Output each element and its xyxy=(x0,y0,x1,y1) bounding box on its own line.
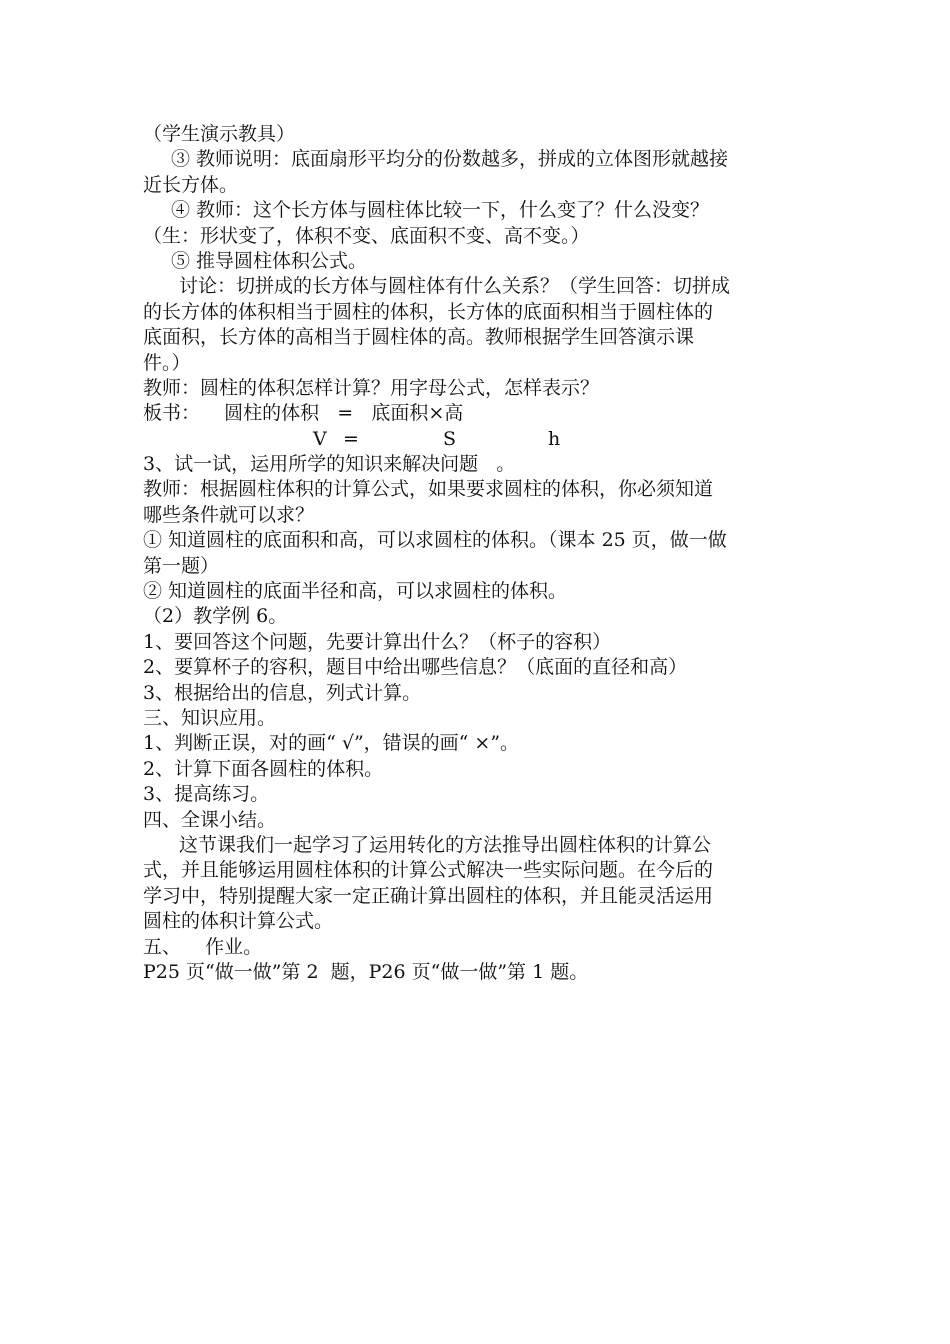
text-line: 近长方体。 xyxy=(143,173,239,196)
text-line: 3、试一试，运用所学的知识来解决问题 。 xyxy=(143,453,516,476)
text-line: 式，并且能够运用圆柱体积的计算公式解决一些实际问题。在今后的 xyxy=(143,859,714,882)
document-body xyxy=(143,122,811,985)
text-line: 3、根据给出的信息，列式计算。 xyxy=(143,681,422,704)
section-heading: 三、知识应用。 xyxy=(143,706,277,729)
formula-letters xyxy=(143,427,811,452)
text-line: 教师：根据圆柱体积的计算公式，如果要求圆柱的体积，你必须知道 xyxy=(143,478,714,501)
text-line: 圆柱的体积计算公式。 xyxy=(143,910,334,933)
text-line: 底面积，长方体的高相当于圆柱体的高。教师根据学生回答演示课 xyxy=(143,326,695,349)
text-line: 件。） xyxy=(143,351,191,374)
text-line: （生：形状变了，体积不变、底面积不变、高不变。） xyxy=(143,224,590,247)
text-line: 2、要算杯子的容积，题目中给出哪些信息？（底面的直径和高） xyxy=(143,656,688,679)
text-line: 2、计算下面各圆柱的体积。 xyxy=(143,757,384,780)
text-line: 的长方体的体积相当于圆柱的体积，长方体的底面积相当于圆柱体的 xyxy=(143,300,714,323)
text-line: （学生演示教具） xyxy=(143,123,296,145)
section-heading: 四、全课小结。 xyxy=(143,808,277,831)
text-line: ① 知道圆柱的底面积和高，可以求圆柱的体积。（课本 25 页，做一做 xyxy=(143,529,727,552)
formula-line: 板书： 圆柱的体积 = 底面积×高 xyxy=(143,402,464,425)
text-line: 1、判断正误，对的画“ √”，错误的画“ ×”。 xyxy=(143,732,520,755)
text-line: 3、提高练习。 xyxy=(143,783,270,806)
text-line: 教师：圆柱的体积怎样计算？用字母公式，怎样表示？ xyxy=(143,376,600,399)
text-line: P25 页“做一做”第 2 题，P26 页“做一做”第 1 题。 xyxy=(143,960,589,983)
formula-v: V xyxy=(313,427,327,450)
formula-h: h xyxy=(548,427,561,450)
text-line: 这节课我们一起学习了运用转化的方法推导出圆柱体积的计算公 xyxy=(179,833,712,856)
text-line: （2）教学例 6。 xyxy=(143,605,288,628)
section-heading: 五、 作业。 xyxy=(143,935,263,958)
text-line: 学习中，特别提醒大家一定正确计算出圆柱的体积，并且能灵活运用 xyxy=(143,884,714,907)
text-line: 第一题） xyxy=(143,554,220,577)
formula-eq: = xyxy=(343,427,359,450)
text-line: 哪些条件就可以求？ xyxy=(143,503,315,526)
text-line: ⑤ 推导圆柱体积公式。 xyxy=(171,249,368,272)
text-line: ② 知道圆柱的底面半径和高，可以求圆柱的体积。 xyxy=(143,580,568,603)
text-line: ④ 教师：这个长方体与圆柱体比较一下，什么变了？什么没变？ xyxy=(171,199,710,222)
text-line: ③ 教师说明：底面扇形平均分的份数越多，拼成的立体图形就越接 xyxy=(171,148,729,171)
formula-s: S xyxy=(443,427,457,450)
text-line: 讨论：切拼成的长方体与圆柱体有什么关系？（学生回答：切拼成 xyxy=(179,275,731,298)
text-line: 1、要回答这个问题，先要计算出什么？（杯子的容积） xyxy=(143,630,612,653)
